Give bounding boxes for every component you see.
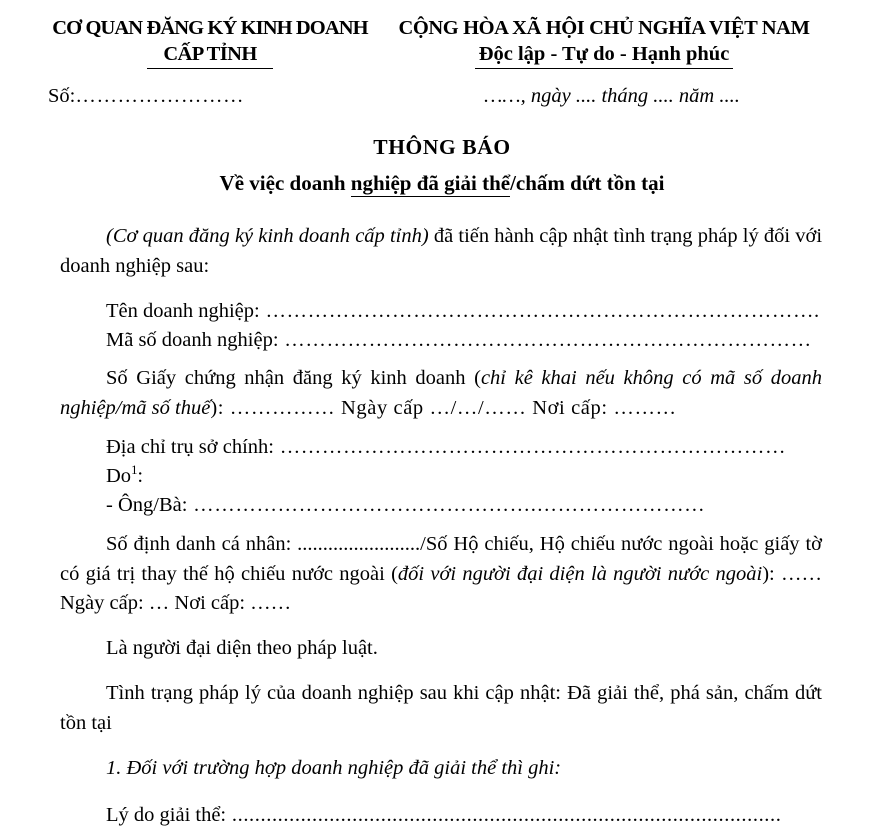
document-header bbox=[0, 0, 884, 69]
representative-statement: Là người đại diện theo pháp luật. bbox=[106, 637, 378, 660]
document-meta-row bbox=[0, 85, 884, 108]
document-date-line[interactable]: ……, ngày .... tháng .... năm .... bbox=[484, 85, 740, 108]
cause-label: Do bbox=[106, 465, 132, 488]
certificate-label: Số Giấy chứng nhận đăng ký kinh doanh ( bbox=[106, 367, 481, 390]
intro-text: đã tiến hành cập nhật tình trạng pháp lý đối với doanh nghiệp sau: bbox=[60, 225, 823, 278]
enterprise-code-label: Mã số doanh nghiệp: bbox=[106, 329, 279, 352]
field-business-certificate bbox=[60, 364, 822, 424]
legal-status-statement: Tình trạng pháp lý của doanh nghiệp sau khi cập nhật: Đã giải thể, phá sản, chấm dứt tồn tại bbox=[60, 682, 822, 735]
field-cause bbox=[60, 462, 822, 491]
certificate-value[interactable]: ): …………… Ngày cấp …/…/…… Nơi cấp: ……… bbox=[210, 397, 677, 420]
clause-item-1: 1. Đối với trường hợp doanh nghiệp đã giải thể thì ghi: bbox=[106, 757, 562, 780]
issuing-agency-line2: CẤP TỈNH bbox=[147, 41, 272, 69]
subtitle-prefix: Về việc doanh bbox=[219, 171, 351, 196]
cause-colon: : bbox=[137, 465, 144, 488]
issuing-agency-line2-wrap bbox=[38, 41, 382, 69]
field-enterprise-name bbox=[60, 297, 822, 326]
document-title: THÔNG BÁO bbox=[373, 135, 511, 160]
document-number-field bbox=[0, 85, 382, 108]
enterprise-name-value[interactable]: ……………………………………………………………………. bbox=[259, 300, 820, 323]
field-identification bbox=[60, 530, 822, 620]
header-left-block bbox=[0, 16, 382, 69]
head-office-address-value[interactable]: ……………………………………………………………… bbox=[273, 436, 787, 459]
dissolution-reason-label: Lý do giải thể: bbox=[106, 804, 227, 827]
header-right-block bbox=[382, 16, 884, 69]
enterprise-name-label: Tên doanh nghiệp: bbox=[106, 300, 260, 323]
issuing-agency-placeholder[interactable]: (Cơ quan đăng ký kinh doanh cấp tỉnh) bbox=[106, 225, 429, 248]
field-head-office-address bbox=[60, 433, 822, 462]
cause-footnote-marker: 1 bbox=[131, 463, 138, 478]
title-block bbox=[0, 134, 884, 196]
national-motto-wrap bbox=[382, 41, 826, 69]
dissolution-reason-value[interactable]: ................................................................................................ bbox=[226, 804, 782, 827]
head-office-address-label: Địa chỉ trụ sở chính: bbox=[106, 436, 274, 459]
representative-person-label: - Ông/Bà: bbox=[106, 494, 188, 517]
document-subtitle bbox=[0, 170, 884, 196]
intro-paragraph bbox=[60, 222, 822, 282]
subtitle-underlined: nghiệp đã giải thể bbox=[350, 171, 511, 196]
field-representative-person bbox=[60, 491, 822, 520]
identification-tail[interactable]: ): …… Ngày cấp: … Nơi cấp: …… bbox=[60, 562, 822, 615]
enterprise-code-value[interactable]: ………………………………………………………………… bbox=[278, 329, 812, 352]
field-dissolution-reason bbox=[60, 801, 822, 830]
identification-lead[interactable]: Số định danh cá nhân: ......................../Số Hộ chiếu, Hộ chiếu nước ngoài hoặc giấy tờ có giá trị thay thế hộ chiếu nước ngoài ( bbox=[60, 532, 822, 585]
national-motto: Độc lập - Tự do - Hạnh phúc bbox=[475, 41, 734, 69]
subtitle-suffix: /chấm dứt tồn tại bbox=[510, 171, 665, 196]
document-number-value[interactable]: …………………… bbox=[75, 85, 245, 108]
certificate-note-italic: chỉ kê khai nếu không có mã số doanh nghiệp/mã số thuế bbox=[60, 367, 822, 420]
issuing-agency-line1: CƠ QUAN ĐĂNG KÝ KINH DOANH bbox=[52, 17, 368, 39]
field-enterprise-code bbox=[60, 326, 822, 355]
document-number-label: Số: bbox=[48, 85, 76, 108]
national-title: CỘNG HÒA XÃ HỘI CHỦ NGHĨA VIỆT NAM bbox=[398, 17, 810, 39]
identification-note-italic: đối với người đại diện là người nước ngoài bbox=[397, 562, 763, 585]
representative-person-value[interactable]: ………………………………………….…………………… bbox=[187, 494, 706, 517]
document-body bbox=[0, 222, 884, 830]
